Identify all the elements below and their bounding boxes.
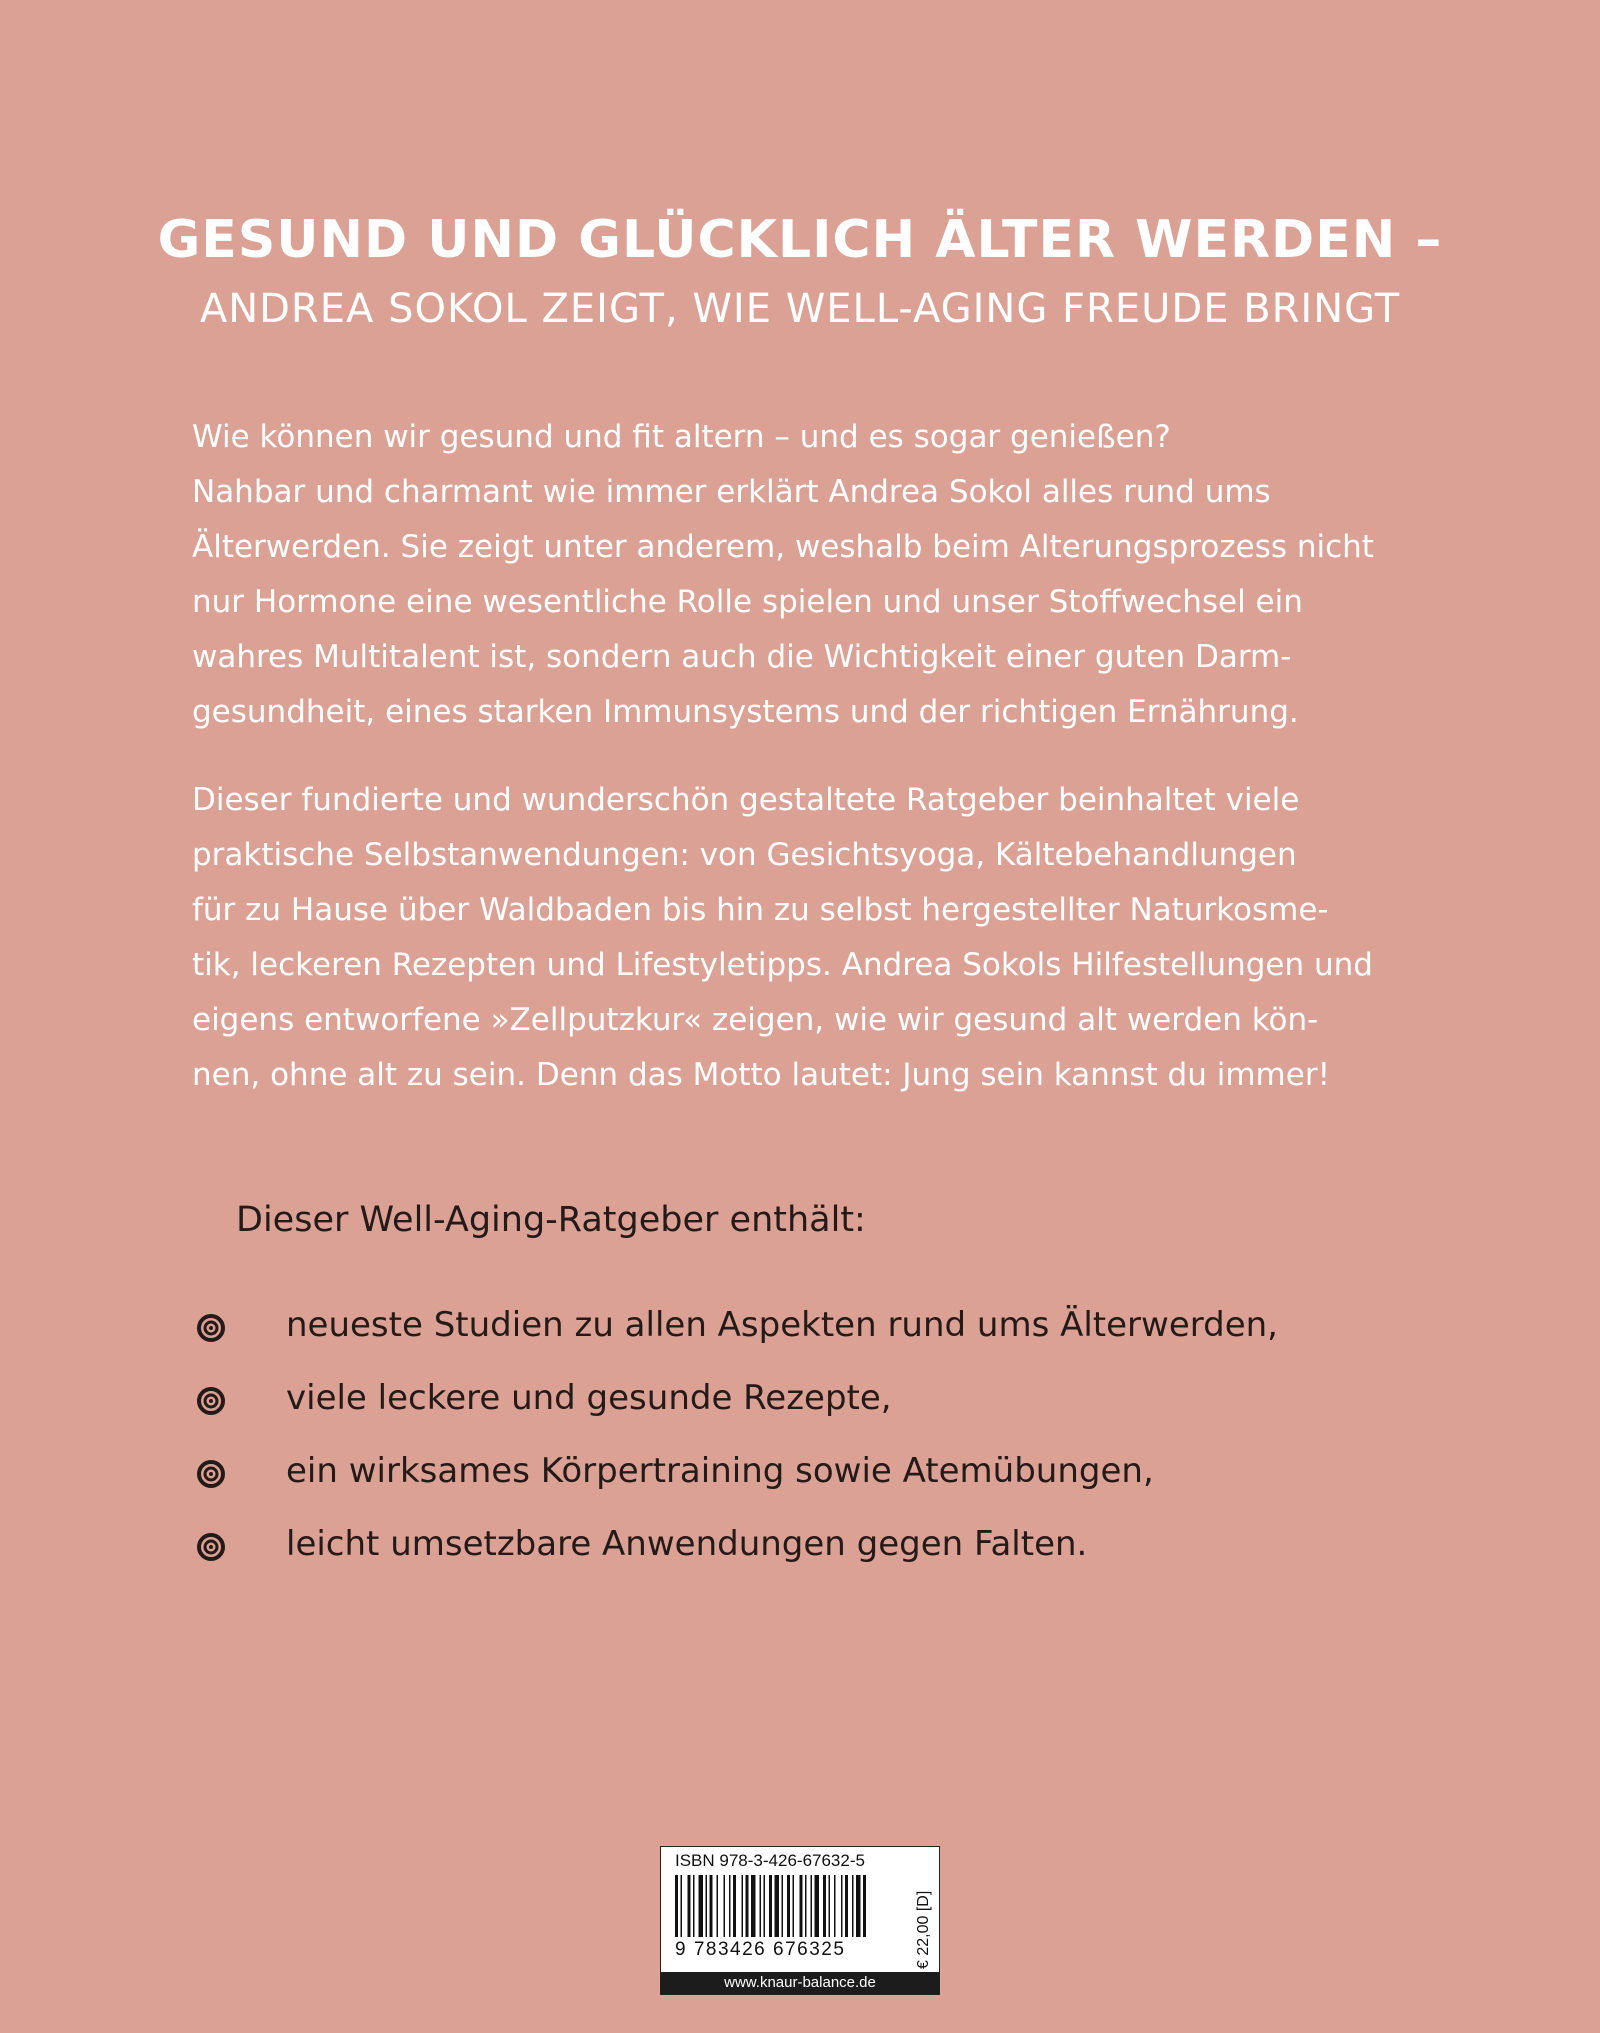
barcode-bar [811, 1875, 813, 1937]
list-item-text: ein wirksames Körpertraining sowie Atemübungen, [286, 1451, 1154, 1491]
barcode-bar [769, 1875, 772, 1937]
barcode-bar [787, 1875, 790, 1937]
blurb-line: Wie können wir gesund und fit altern – und es sogar genießen? [192, 419, 1171, 455]
barcode-bar [841, 1875, 843, 1937]
barcode-bar [856, 1875, 861, 1937]
blurb-line: Nahbar und charmant wie immer erklärt Andrea Sokol alles rund ums [192, 474, 1271, 510]
list-item [196, 1524, 1496, 1574]
spiral-icon [196, 1313, 226, 1343]
barcode-bar [863, 1875, 866, 1937]
barcode-bar [724, 1875, 726, 1937]
blurb-paragraph-1 [192, 410, 1422, 740]
blurb-line: eigens entworfene »Zellputzkur« zeigen, wie wir gesund alt werden kön- [192, 1002, 1319, 1038]
barcode-bar [681, 1875, 683, 1937]
barcode-bar [760, 1875, 762, 1937]
barcode-bar [852, 1875, 854, 1937]
blurb-line: gesundheit, eines starken Immunsystems und der richtigen Ernährung. [192, 694, 1299, 730]
barcode-bar [733, 1875, 736, 1937]
barcode-bar [829, 1875, 831, 1937]
barcode-bar [845, 1875, 848, 1937]
list-item-text: neueste Studien zu allen Aspekten rund ums Älterwerden, [286, 1305, 1278, 1345]
isbn-text: ISBN 978-3-426-67632-5 [675, 1851, 865, 1870]
spiral-icon [196, 1459, 226, 1489]
barcode-bar [805, 1875, 807, 1937]
barcode-bar [706, 1875, 708, 1937]
barcode-bar [717, 1875, 719, 1937]
blurb-line: Älterwerden. Sie zeigt unter anderem, weshalb beim Alterungsprozess nicht [192, 529, 1374, 565]
barcode-bar [746, 1875, 749, 1937]
barcode-bar [710, 1875, 713, 1937]
barcode-icon [675, 1875, 905, 1937]
barcode-bar [699, 1875, 704, 1937]
barcode-bar [764, 1875, 766, 1937]
blurb-line: für zu Hause über Waldbaden bis hin zu selbst hergestellter Naturkosme- [192, 892, 1329, 928]
blurb-line: Dieser fundierte und wunderschön gestaltete Ratgeber beinhaltet viele [192, 782, 1300, 818]
barcode-digits: 9 783426 676325 [675, 1939, 846, 1960]
blurb-line: nen, ohne alt zu sein. Denn das Motto lautet: Jung sein kannst du immer! [192, 1057, 1330, 1093]
barcode-bar [834, 1875, 836, 1937]
barcode-bar [751, 1875, 756, 1937]
spiral-icon [196, 1532, 226, 1562]
headline: GESUND UND GLÜCKLICH ÄLTER WERDEN – [157, 210, 1443, 270]
subheadline: ANDREA SOKOL ZEIGT, WIE WELL-AGING FREUDE BRINGT [199, 286, 1401, 332]
barcode-bar [729, 1875, 731, 1937]
price-text: € 22,00 [D] [915, 1890, 932, 1969]
barcode-bar [782, 1875, 784, 1937]
list-item-text: viele leckere und gesunde Rezepte, [286, 1378, 892, 1418]
list-item [196, 1378, 1496, 1428]
list-item [196, 1451, 1496, 1501]
blurb-line: tik, leckeren Rezepten und Lifestyletipps. Andrea Sokols Hilfestellungen und [192, 947, 1373, 983]
spiral-icon [196, 1386, 226, 1416]
barcode-label [660, 1846, 940, 1995]
barcode-bar [742, 1875, 744, 1937]
barcode-bar [800, 1875, 803, 1937]
barcode-bar [775, 1875, 780, 1937]
blurb-paragraph-2 [192, 773, 1422, 1103]
barcode-bar [675, 1875, 678, 1937]
barcode-bar [823, 1875, 826, 1937]
blurb-line: praktische Selbstanwendungen: von Gesichtsyoga, Kältebehandlungen [192, 837, 1297, 873]
barcode-bar [688, 1875, 691, 1937]
blurb-line: nur Hormone eine wesentliche Rolle spielen und unser Stoffwechsel ein [192, 584, 1303, 620]
publisher-url: www.knaur-balance.de [661, 1972, 939, 1994]
list-item [196, 1305, 1496, 1355]
barcode-bar [815, 1875, 820, 1937]
blurb-line: wahres Multitalent ist, sondern auch die Wichtigkeit einer guten Darm- [192, 639, 1292, 675]
barcode-bar [793, 1875, 795, 1937]
barcode-bar [693, 1875, 695, 1937]
list-item-text: leicht umsetzbare Anwendungen gegen Falten. [286, 1524, 1088, 1564]
list-heading: Dieser Well-Aging-Ratgeber enthält: [236, 1200, 866, 1240]
